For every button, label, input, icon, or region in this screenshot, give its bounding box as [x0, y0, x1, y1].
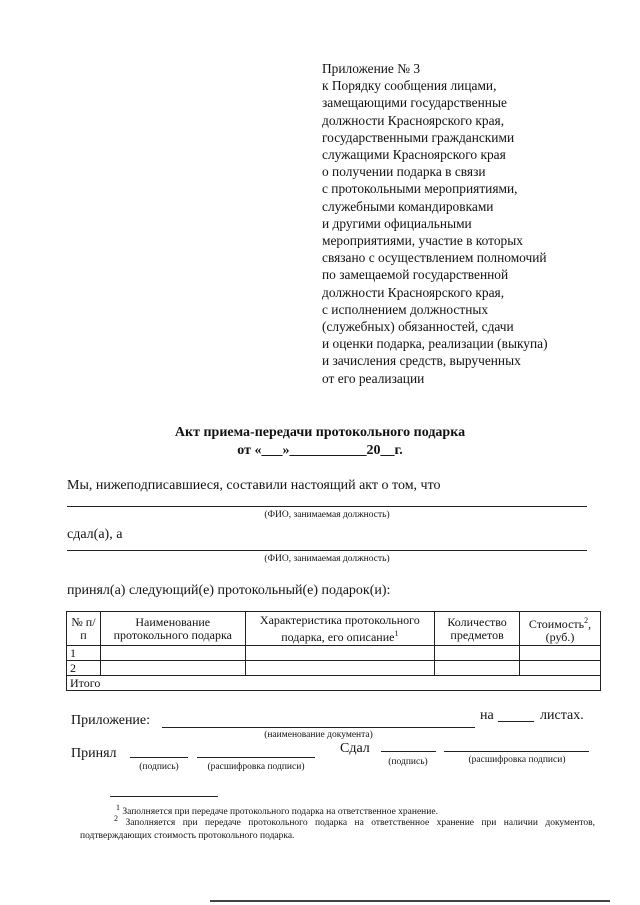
gifts-table — [66, 611, 601, 691]
fio-caption-2: (ФИО, занимаемая должность) — [264, 554, 390, 564]
annex-line: мероприятиями, участие в которых — [322, 233, 523, 249]
handed-signature-caption: (подпись) — [388, 757, 428, 767]
accepted-text: принял(а) следующий(е) протокольный(е) подарок(и): — [67, 583, 391, 598]
footnote-2-text: Заполняется при передаче протокольного подарка на ответственное хранение при наличии документов, подтверждающих стоимость протокольного подарка. — [80, 818, 596, 842]
footnote-1-number: 1 — [116, 803, 120, 812]
fio-line-2 — [67, 550, 587, 551]
header-name: Наименование протокольного подарка — [100, 612, 245, 646]
annex-line: и другими официальными — [322, 215, 472, 231]
annex-line: служащими Красноярского края — [322, 147, 506, 163]
attachment-on: на — [480, 708, 494, 723]
attachment-label: Приложение: — [71, 713, 151, 728]
table-row — [67, 646, 601, 661]
annex-line: и зачисления средств, вырученных — [322, 353, 521, 369]
document-date: от «___»___________20__г. — [237, 443, 403, 458]
annex-line: должности Красноярского края, — [322, 284, 505, 300]
handed-signature-line — [381, 751, 436, 752]
footnote-2 — [80, 812, 595, 843]
footnote-2-number: 2 — [114, 814, 118, 823]
handed-text: сдал(а), а — [67, 527, 123, 542]
annex-line: с протокольными мероприятиями, — [322, 181, 518, 197]
annex-line: к Порядку сообщения лицами, — [322, 78, 497, 94]
accepted-by-label: Принял — [71, 746, 117, 761]
handed-by-label: Сдал — [340, 741, 370, 756]
header-cost-unit: (руб.) — [545, 629, 575, 644]
footnote-1-text: Заполняется при передаче протокольного подарка на ответственное хранение. — [122, 807, 438, 818]
header-cost: Стоимость$^2$, (руб.) — [520, 612, 601, 646]
cell-empty — [100, 646, 245, 661]
cell-empty — [100, 661, 245, 676]
document-title: Акт приема-передачи протокольного подарка — [174, 425, 466, 440]
sheets-count-line — [498, 721, 534, 722]
footnote-separator — [110, 796, 218, 797]
cell-empty — [435, 661, 520, 676]
attachment-line — [162, 727, 475, 728]
row-number: 2 — [67, 661, 101, 676]
attachment-caption: (наименование документа) — [264, 730, 373, 740]
annex-line: замещающими государственные — [322, 95, 507, 111]
annex-line: с исполнением должностных — [322, 301, 489, 317]
handed-decode-caption: (расшифровка подписи) — [468, 755, 566, 765]
accepted-signature-line — [130, 757, 188, 758]
accepted-decode-caption: (расшифровка подписи) — [207, 762, 305, 772]
table-row — [67, 661, 601, 676]
footnote-ref-1: 1 — [394, 628, 399, 638]
annex-line: государственными гражданскими — [322, 129, 515, 145]
cell-empty — [245, 661, 435, 676]
fio-line-1 — [67, 506, 587, 507]
annex-line: о получении подарка в связи — [322, 164, 486, 180]
footnote-ref-2: 2 — [584, 615, 589, 625]
row-number: 1 — [67, 646, 101, 661]
annex-line: должности Красноярского края, — [322, 112, 505, 128]
accepted-decode-line — [197, 757, 315, 758]
annex-line: от его реализации — [322, 370, 425, 386]
table-header-row — [67, 612, 601, 646]
annex-line: по замещаемой государственной — [322, 267, 509, 283]
annex-line: служебными командировками — [322, 198, 494, 214]
header-description-text: Характеристика протокольного подарка, его описание — [259, 612, 420, 644]
total-label: Итого — [67, 676, 601, 691]
cell-empty — [520, 646, 601, 661]
annex-line: Приложение № 3 — [322, 61, 421, 76]
handed-decode-line — [444, 751, 589, 752]
cell-empty — [245, 646, 435, 661]
annex-line: связано с осуществлением полномочий — [322, 250, 547, 266]
scan-edge — [210, 900, 610, 902]
header-number: № п/п — [67, 612, 101, 646]
accepted-signature-caption: (подпись) — [139, 762, 179, 772]
header-quantity: Количество предметов — [435, 612, 520, 646]
annex-line: и оценки подарка, реализации (выкупа) — [322, 336, 548, 352]
cell-empty — [435, 646, 520, 661]
intro-text: Мы, нижеподписавшиеся, составили настоящий акт о том, что — [67, 478, 441, 493]
header-description — [245, 612, 435, 646]
annex-header — [322, 60, 622, 387]
cell-empty — [520, 661, 601, 676]
table-total-row — [67, 676, 601, 691]
annex-line: (служебных) обязанностей, сдачи — [322, 319, 514, 335]
fio-caption-1: (ФИО, занимаемая должность) — [264, 510, 390, 520]
header-cost-text: Стоимость — [528, 616, 585, 631]
attachment-sheets: листах. — [540, 708, 584, 723]
